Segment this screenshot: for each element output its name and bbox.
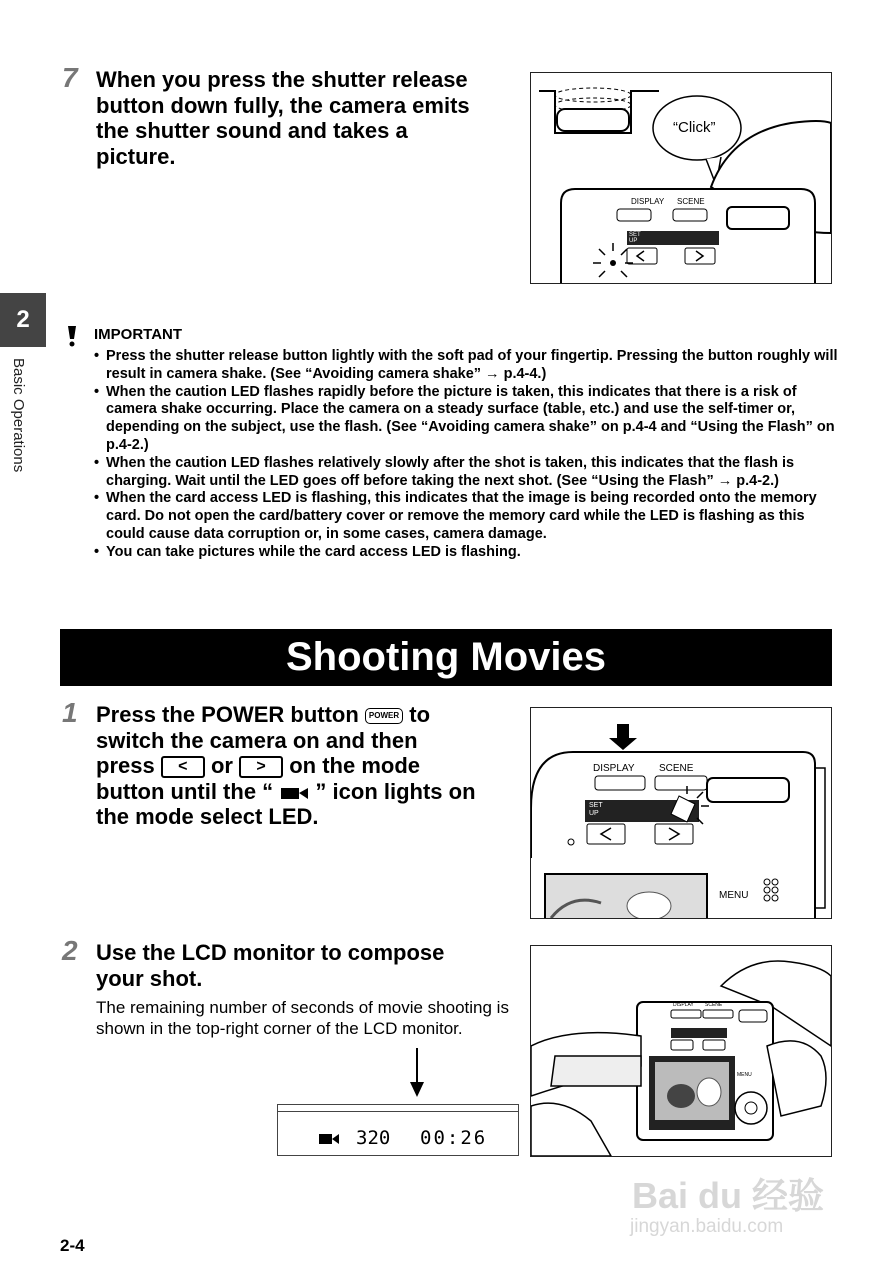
- setup-label: SET UP: [629, 232, 641, 244]
- right-key-icon: >: [239, 756, 283, 778]
- watermark-url: jingyan.baidu.com: [630, 1216, 784, 1237]
- scene-label: SCENE: [659, 763, 694, 774]
- display-label: DISPLAY: [593, 763, 635, 774]
- step-1-text: press: [96, 753, 155, 778]
- step-1-text: or: [210, 753, 233, 778]
- watermark-logo: Bai du 经验: [632, 1175, 825, 1216]
- list-item: • Press the shutter release button lightly with the soft pad of your fingertip. Pressing the button roughly will result in camera shake. (See “Avoiding camera shake” → p.4-4.): [94, 348, 839, 384]
- step-1-title: [96, 702, 526, 830]
- setup-label: SET UP: [589, 802, 603, 817]
- step-1-text: on the mode: [289, 753, 420, 778]
- lcd-divider: [278, 1111, 518, 1112]
- step-7-line: picture.: [96, 143, 176, 169]
- step-2-line: Use the LCD monitor to compose: [96, 940, 445, 965]
- step-7-title: [96, 67, 526, 169]
- step-1-text: ” icon lights on: [315, 778, 476, 804]
- scene-label: SCENE: [705, 1002, 723, 1008]
- step-2-number: 2: [62, 935, 78, 966]
- step-2-body: The remaining number of seconds of movie shooting is shown in the top-right corner of the LCD monitor.: [96, 998, 509, 1038]
- step-1-line: [96, 702, 526, 728]
- list-item: • When the caution LED flashes relatively slowly after the shot is taken, this indicates that the flash is charging. Wait until the LED goes off before taking the next shot. (See “Using the Flash” → p.4-2.): [94, 455, 839, 491]
- step-1-text: to: [409, 702, 431, 727]
- display-label: DISPLAY: [631, 197, 665, 206]
- step-7-number: 7: [62, 62, 78, 93]
- movie-icon: [279, 785, 309, 801]
- arrow-down-icon: [407, 1048, 427, 1098]
- left-key-icon: <: [161, 756, 205, 778]
- step-7-line: button down fully, the camera emits: [96, 92, 470, 118]
- step-1-line: the mode select LED.: [96, 804, 319, 829]
- chapter-tab: 2: [0, 293, 46, 347]
- step-7-line: the shutter sound and takes a: [96, 118, 408, 143]
- step-1-number: 1: [62, 697, 78, 728]
- scene-label: SCENE: [677, 197, 705, 206]
- step-2-title: [96, 940, 526, 991]
- step-1-line: switch the camera on and then: [96, 727, 418, 753]
- list-item: • You can take pictures while the card access LED is flashing.: [94, 544, 839, 562]
- list-item: • When the caution LED flashes rapidly before the picture is taken, this indicates that there is a risk of camera shake occurring. Place the camera on a steady surface (table, etc.) and use the self-timer or, depending on the subject, use the flash. (See “Avoiding camera shake” on p.4-4 and “Using the Flash” on p.4-2.): [94, 384, 839, 455]
- step-7-line: When you press the shutter release: [96, 67, 468, 92]
- figure-compose-shot: [530, 945, 832, 1157]
- shutter-illustration: [531, 73, 831, 283]
- chapter-label: Basic Operations: [10, 358, 27, 473]
- step-1-text: button until the “: [96, 778, 274, 804]
- step-2-line: your shot.: [96, 965, 203, 991]
- section-title: Shooting Movies: [60, 629, 832, 686]
- movie-icon: [318, 1132, 340, 1146]
- figure-shutter-press: [530, 72, 832, 284]
- lcd-readout: [277, 1104, 519, 1156]
- click-callout: “Click”: [673, 119, 716, 136]
- important-list: [94, 348, 839, 562]
- important-title: IMPORTANT: [94, 326, 183, 343]
- menu-label: MENU: [719, 890, 749, 901]
- mode-select-illustration: [531, 708, 831, 918]
- step-1-line: [96, 779, 526, 805]
- menu-label: MENU: [737, 1072, 752, 1078]
- page-number: 2-4: [60, 1236, 85, 1255]
- remaining-time: 00:26: [420, 1127, 488, 1149]
- exclamation-icon: [64, 324, 80, 348]
- step-1-text: Press the POWER button: [96, 702, 359, 727]
- movie-size: 320: [356, 1127, 391, 1149]
- display-label: DISPLAY: [673, 1002, 694, 1008]
- power-button-icon: POWER: [365, 708, 403, 724]
- step-1-line: [96, 753, 526, 779]
- compose-illustration: [531, 946, 831, 1156]
- figure-mode-select: [530, 707, 832, 919]
- list-item: • When the card access LED is flashing, this indicates that the image is being recorded onto the memory card. Do not open the card/battery cover or remove the memory card while the LED is flashing as this could cause data corruption or, in some cases, camera damage.: [94, 490, 839, 543]
